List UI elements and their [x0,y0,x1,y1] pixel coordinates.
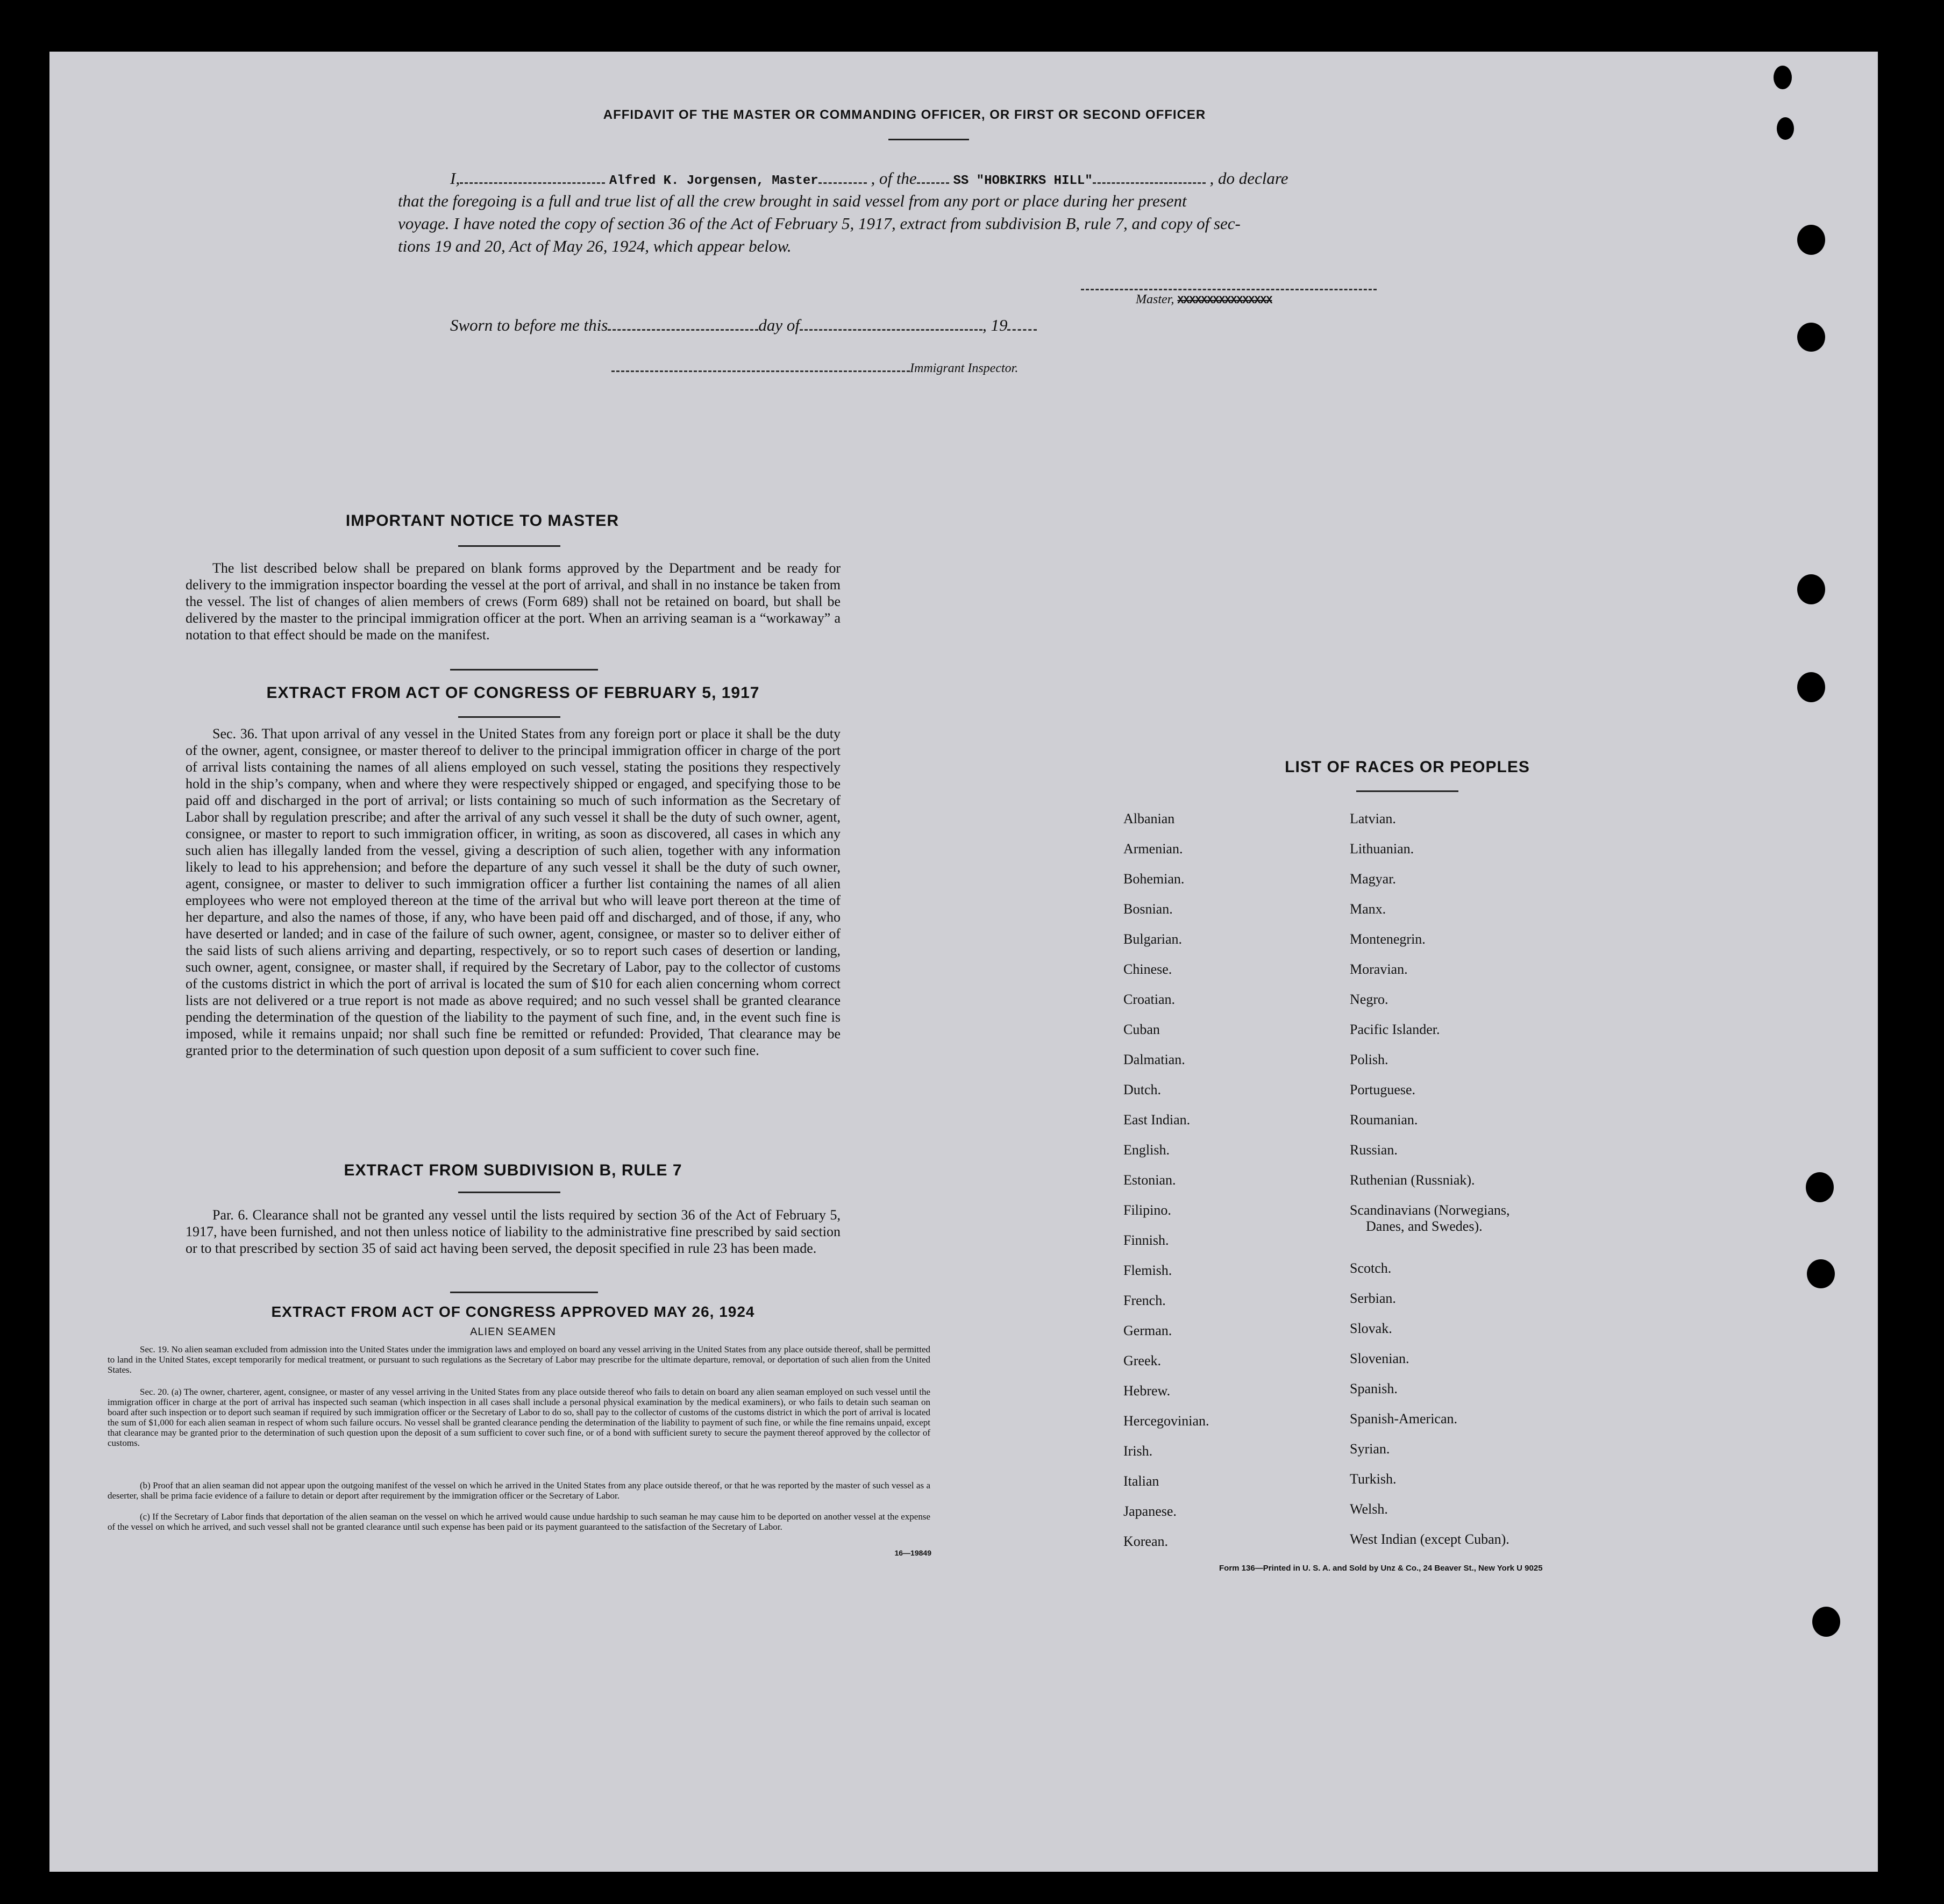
inspector-line [611,361,1018,376]
inspector-label: Immigrant Inspector. [910,361,1019,375]
sworn-label: Sworn to before me this [450,316,608,334]
rule7-end-rule [450,1292,598,1293]
race-hebrew: Hebrew. [1123,1383,1171,1399]
race-armenian: Armenian. [1123,841,1183,857]
race-bohemian: Bohemian. [1123,871,1185,887]
sworn-line [450,316,1037,335]
extract-1917-rule [458,716,560,718]
extract-1924-subtitle: ALIEN SEAMEN [470,1326,556,1338]
race-manx: Manx. [1350,901,1386,917]
race-west-indian: West Indian (except Cuban). [1350,1531,1509,1547]
i-label: I, [450,169,460,188]
sec19-text: Sec. 19. No alien seaman excluded from admission into the United States under the immigration laws and employed on board any vessel arriving in the United States from any place outside thereof, shall be permitted to land in the United States, except temporarily for medical treatment, or pursuant to such regulations as the Secretary of Labor may prescribe for the ultimate departure, removal, or deportation of such alien from the United States. [108,1344,930,1375]
day-of-label: day of [758,316,800,334]
form-page [49,52,1878,1872]
extract-1917-body: Sec. 36. That upon arrival of any vessel in the United States from any foreign port or place it shall be the duty of the owner, agent, consignee, or master thereof to deliver to the principal immigration officer in charge of the port of arrival lists containing the names of all aliens employed on such vessel, stating the positions they respectively hold in the ship’s company, when and where they were respectively shipped or engaged, and specifying those to be paid off and discharged in the port of arrival; or lists containing so much of such information as the Secretary of Labor shall by regulation prescribe; and after the arrival of any such vessel it shall be the duty of such owner, agent, consignee, or master to report to such immigration officer, in writing, as soon as discovered, all cases in which any such alien has illegally landed from the vessel, giving a description of such alien, together with any information likely to lead to his apprehension; and before the departure of any such vessel it shall be the duty of such owner, agent, consignee, or master to deliver to such immigration officer a further list containing the names of all alien employees who were not employed thereon at the time of the arrival but who will leave port thereon at the time of her departure, and also the names of those, if any, who have been paid off and discharged, and of those, if any, who have deserted or landed; and in case of the failure of such owner, agent, consignee, or master so to deliver either of the said lists of such aliens arriving and departing, respectively, or so to report such cases of desertion or landing, such owner, agent, consignee, or master shall, if required by the Secretary of Labor, pay to the collector of customs of the customs district in which the port of arrival is located the sum of $10 for each alien concerning whom correct lists are not delivered or a true report is not made as above required; and no such vessel shall be granted clearance pending the determination of the question of the liability to the payment of such fine, and, in the event such fine is imposed, while it remains unpaid; nor shall such fine be remitted or refunded: Provided, That clearance may be granted prior to the determination of such question upon deposit of a sum sufficient to cover such fine. [186,726,841,1058]
race-ruthenian: Ruthenian (Russniak). [1350,1172,1475,1188]
race-french: French. [1123,1293,1166,1308]
race-albanian: Albanian [1123,811,1175,826]
race-turkish: Turkish. [1350,1471,1397,1487]
race-negro: Negro. [1350,992,1388,1007]
race-pacific-islander: Pacific Islander. [1350,1022,1440,1037]
race-german: German. [1123,1323,1172,1338]
race-scandinavians-cont: Danes, and Swedes). [1366,1218,1483,1234]
race-magyar: Magyar. [1350,871,1396,887]
race-lithuanian: Lithuanian. [1350,841,1414,857]
race-flemish: Flemish. [1123,1263,1172,1278]
print-code: 16—19849 [894,1549,931,1557]
race-russian: Russian. [1350,1142,1398,1158]
rule7-body: Par. 6. Clearance shall not be granted any vessel until the lists required by section 36 of the Act of February 5, 1917, have been furnished, and not then unless notice of liability to the administrative fine prescribed by said section or to that prescribed by section 35 of said act having been served, the deposit specified in rule 23 has been made. [186,1207,841,1256]
race-greek: Greek. [1123,1353,1162,1368]
race-east-indian: East Indian. [1123,1112,1191,1128]
binder-hole [1797,323,1825,352]
notice-title: IMPORTANT NOTICE TO MASTER [345,512,619,530]
binder-hole [1797,574,1825,604]
race-roumanian: Roumanian. [1350,1112,1418,1128]
race-latvian: Latvian. [1350,811,1396,826]
notice-end-rule [450,669,598,671]
race-spanish-american: Spanish-American. [1350,1411,1458,1427]
race-korean: Korean. [1123,1534,1169,1549]
race-italian: Italian [1123,1473,1159,1489]
declaration-line2: voyage. I have noted the copy of section 36 of the Act of February 5, 1917, extract from subdivision B, rule 7, and copy of sec- [398,214,1241,233]
race-welsh: Welsh. [1350,1501,1388,1517]
affidavit-line1 [450,169,1456,188]
race-moravian: Moravian. [1350,961,1408,977]
race-scandinavians: Scandinavians (Norwegians, [1350,1202,1510,1218]
race-scotch: Scotch. [1350,1260,1392,1276]
declaration-line1: that the foregoing is a full and true list of all the crew brought in said vessel from any port or place during her present [398,191,1187,210]
struck-title: XXXXXXXXXXXXXXXX [1177,295,1272,307]
binder-hole [1797,672,1825,702]
sec20b-text: (b) Proof that an alien seaman did not appear upon the outgoing manifest of the vessel on which he arrived in the United States from any place outside thereof, or that he was reported by the master of such vessel as a deserter, shall be prima facie evidence of a failure to detain or deport after requirement by the immigration officer or the Secretary of Labor. [108,1480,930,1501]
race-spanish: Spanish. [1350,1381,1398,1396]
race-portuguese: Portuguese. [1350,1082,1416,1097]
race-slovak: Slovak. [1350,1321,1392,1336]
binder-hole [1806,1172,1834,1202]
race-serbian: Serbian. [1350,1290,1396,1306]
race-dutch: Dutch. [1123,1082,1162,1097]
notice-title-rule [458,545,560,547]
extract-1924-title: EXTRACT FROM ACT OF CONGRESS APPROVED MAY 26, 1924 [271,1303,755,1320]
of-the-label: , of the [871,169,917,188]
race-croatian: Croatian. [1123,992,1176,1007]
extract-1917-title: EXTRACT FROM ACT OF CONGRESS OF FEBRUARY 5, 1917 [266,684,760,702]
sec20a-text: Sec. 20. (a) The owner, charterer, agent, consignee, or master of any vessel arriving in the United States from any place outside thereof who fails to detain on board any alien seaman employed on such vessel until the immigration officer in charge at the port of arrival has inspected such seaman (which inspection in all cases shall include a personal physical examination by the medical examiners), or who fails to detain such seaman on board after such inspection or to deport such seaman if required by such immigration officer or the Secretary of Labor to do so, shall pay to the collector of customs of the customs district in which the port of arrival is located the sum of $1,000 for each alien seaman in respect of whom such failure occurs. No vessel shall be granted clearance pending the determination of the liability to payment of such fine, or while the fine remains unpaid, except that clearance may be granted prior to the determination of such question upon the deposit of a sum sufficient to cover such fine, or of a bond with sufficient surety to secure the payment thereof approved by the collector of customs. [108,1387,930,1448]
binder-hole [1797,225,1825,255]
printer-footer: Form 136—Printed in U. S. A. and Sold by Unz & Co., 24 Beaver St., New York U 9025 [1219,1564,1543,1573]
master-signature-line [1081,289,1377,290]
master-label: Master, [1136,293,1174,306]
binder-hole [1812,1607,1840,1637]
race-montenegrin: Montenegrin. [1350,931,1426,947]
race-cuban: Cuban [1123,1022,1160,1037]
race-estonian: Estonian. [1123,1172,1176,1188]
race-slovenian: Slovenian. [1350,1351,1409,1366]
race-hercegovinian: Hercegovinian. [1123,1413,1209,1429]
sec20c-text: (c) If the Secretary of Labor finds that deportation of the alien seaman on the vessel on which he arrived would cause undue hardship to such seaman he may cause him to be deported on another vessel at the expense of the vessel on which he arrived, and such vessel shall not be granted clearance until such expense has been paid or its payment guaranteed to the satisfaction of the Secretary of Labor. [108,1511,930,1532]
affidavit-title: AFFIDAVIT OF THE MASTER OR COMMANDING OFFICER, OR FIRST OR SECOND OFFICER [603,108,1206,122]
binder-hole [1807,1259,1835,1288]
vessel-name-value: SS "HOBKIRKS HILL" [953,174,1093,188]
races-title: LIST OF RACES OR PEOPLES [1285,758,1530,776]
race-english: English. [1123,1142,1170,1158]
binder-hole [1774,66,1792,89]
year-label: , 19 [982,316,1008,334]
rule7-rule [458,1192,560,1193]
notice-body: The list described below shall be prepared on blank forms approved by the Department and be ready for delivery to the immigration inspector boarding the vessel at the port of arrival, and shall in no instance be taken from the vessel. The list of changes of alien members of crews (Form 689) shall not be retained on board, but shall be delivered by the master to the principal immigration officer at the port. When an arriving seaman is a “workaway” a notation to that effect should be made on the manifest. [186,560,841,643]
race-bosnian: Bosnian. [1123,901,1173,917]
race-bulgarian: Bulgarian. [1123,931,1183,947]
master-signature-label [1136,293,1272,307]
binder-hole [1777,117,1794,140]
affidavit-title-rule [888,139,969,140]
do-declare-label: , do declare [1209,169,1288,188]
rule7-title: EXTRACT FROM SUBDIVISION B, RULE 7 [344,1161,682,1179]
race-syrian: Syrian. [1350,1441,1390,1457]
race-irish: Irish. [1123,1443,1153,1459]
declaration-line3: tions 19 and 20, Act of May 26, 1924, which appear below. [398,237,792,255]
race-filipino: Filipino. [1123,1202,1171,1218]
race-finnish: Finnish. [1123,1232,1169,1248]
race-chinese: Chinese. [1123,961,1172,977]
race-polish: Polish. [1350,1052,1388,1067]
master-name-value: Alfred K. Jorgensen, Master [609,174,818,188]
race-dalmatian: Dalmatian. [1123,1052,1185,1067]
race-japanese: Japanese. [1123,1503,1177,1519]
races-title-rule [1356,790,1458,792]
